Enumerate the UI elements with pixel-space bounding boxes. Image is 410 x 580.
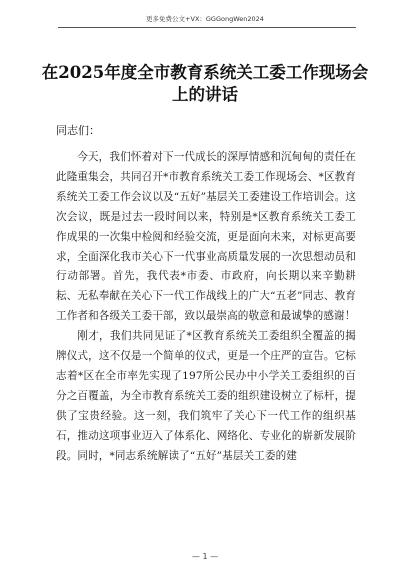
paragraph-1: 今天，我们怀着对下一代成长的深厚情感和沉甸甸的责任在此隆重集会，共同召开*市教育系统关工委工作现场会、*区教育系统关工委工作会议以及“五好”基层关工委建设工作培训会。这次会议，既是过去一段时间以来，特别是*区教育系统关工委工作成果的一次集中检阅和经验交流，更是面向未来，对标更高要求，全面深化我市关心下一代事业高质量发展的一次思想动员和行动部署。首先，我代表*市委、市政府，向长期以来辛勤耕耘、无私奉献在关心下一代工作战线上的广大“五老”同志、教育工作者和各级关工委干部，致以最崇高的敬意和最诚挚的感谢！ <box>56 151 356 323</box>
salutation: 同志们： <box>56 124 100 137</box>
page-number: — 1 — <box>191 552 219 561</box>
header-divider <box>58 27 356 28</box>
document-body <box>56 148 356 467</box>
paragraph-2: 刚才，我们共同见证了*区教育系统关工委组织全覆盖的揭牌仪式，这不仅是一个简单的仪式，更是一个庄严的宣告。它标志着*区在全市率先实现了197所公民办中小学关工委组织的百分之百覆盖，为全市教育系统关工委的组织建设树立了标杆，提供了宝贵经验。这一刻，我们筑牢了关心下一代工作的组织基石，推动这项事业迈入了体系化、网络化、专业化的崭新发展阶段。同时，*同志系统解读了“五好”基层关工委的建 <box>56 330 356 462</box>
header-note: 更多免费公文+VX：GGGongWen2024 <box>146 15 264 23</box>
document-title: 在2025年度全市教育系统关工委工作现场会上的讲话 <box>41 63 369 104</box>
